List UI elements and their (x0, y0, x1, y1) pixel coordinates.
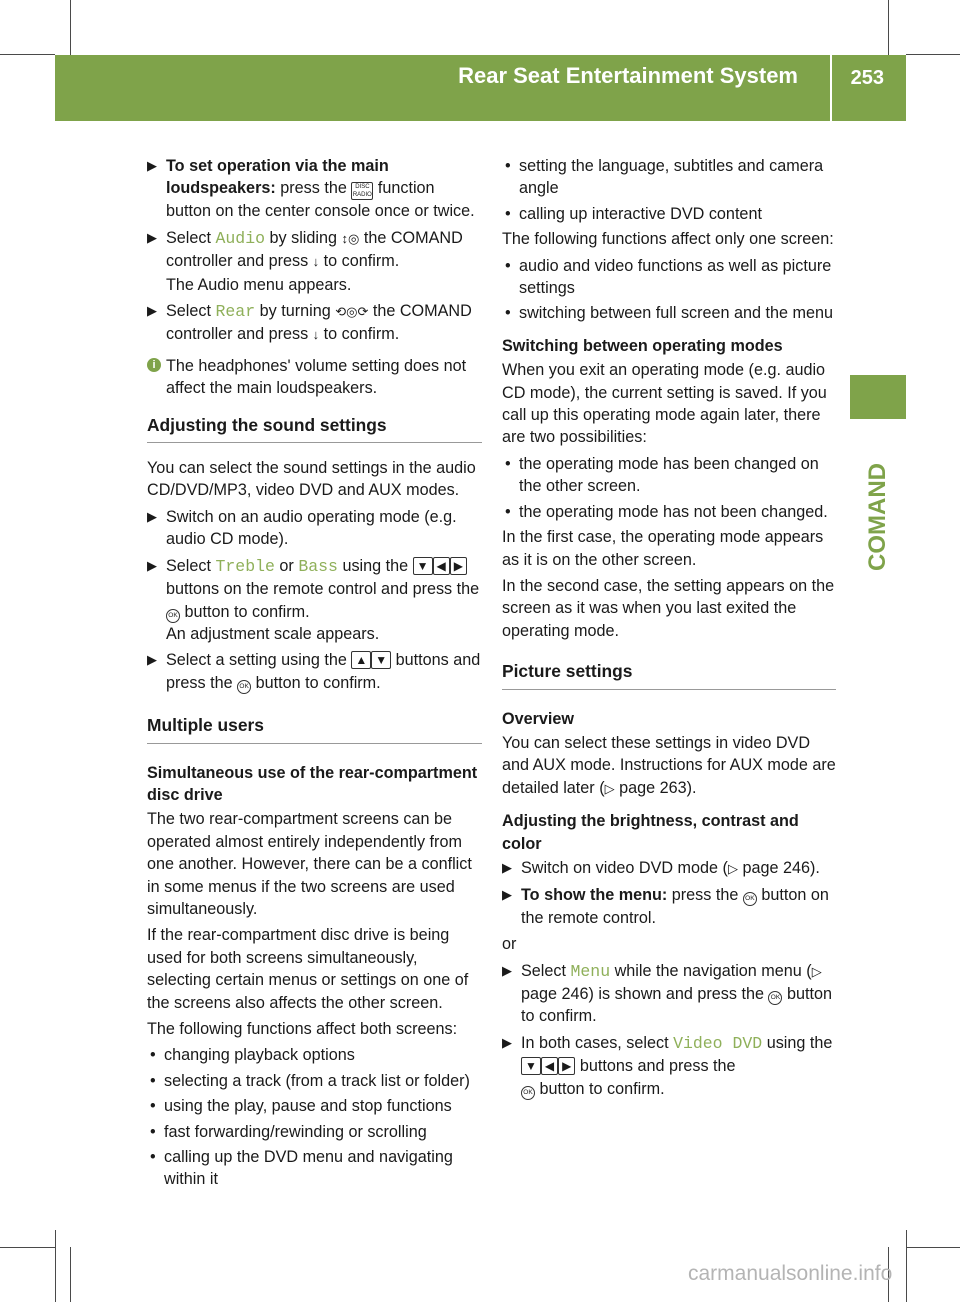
crop-mark (906, 1230, 907, 1302)
list-item: • selecting a track (from a track list or folder) (150, 1071, 470, 1090)
step-arrow-icon: ▶ (147, 652, 157, 668)
page-number: 253 (850, 67, 884, 89)
side-tab-label: COMAND (864, 463, 891, 571)
disc-radio-button-icon: DISC RADIO (352, 184, 372, 199)
down-button-icon: ▼ (413, 557, 433, 575)
page-reference-icon: ▷ (811, 963, 822, 979)
list-item: • fast forwarding/rewinding or scrolling (150, 1122, 427, 1141)
list-item: • switching between full screen and the menu (505, 304, 834, 323)
paragraph: In the second case, the setting appears on the screen as it was when you last exited the operating mode. (502, 576, 835, 640)
header-band (55, 55, 906, 121)
step-arrow-icon: ▶ (502, 962, 512, 978)
paragraph: When you exit an operating mode (e.g. audio CD mode), the current setting is saved. If you call up this operating mode again later, there are two possibilities: (502, 361, 827, 447)
list-item: • calling up the DVD menu and navigating within it (150, 1148, 453, 1189)
step-arrow-icon: ▶ (147, 229, 157, 245)
step-arrow-icon: ▶ (502, 859, 512, 875)
header-separator (830, 55, 832, 121)
page-reference-icon: ▷ (604, 780, 615, 796)
left-button-icon: ◀ (433, 557, 450, 575)
crop-mark (906, 1247, 960, 1248)
instruction-step: ▶ To set operation via the main loudspeakers: press the DISC RADIO function button on the center console once or twice. (147, 157, 475, 221)
ok-button-icon: OK (743, 892, 757, 906)
up-button-icon: ▲ (351, 651, 371, 669)
down-button-icon: ▼ (371, 651, 391, 669)
list-item: • changing playback options (150, 1046, 355, 1065)
step-arrow-icon: ▶ (502, 1034, 512, 1050)
menu-item-audio: Audio (215, 228, 266, 248)
crop-mark (0, 54, 55, 55)
heading-multiple-users: Multiple users (147, 714, 482, 743)
step-result: An adjustment scale appears. (166, 624, 380, 643)
left-column (147, 155, 482, 1194)
crop-mark (70, 0, 71, 55)
list-item: • setting the language, subtitles and camera angle (505, 157, 824, 198)
crop-mark (0, 1247, 55, 1248)
crop-mark (70, 1247, 71, 1302)
heading-brightness: Adjusting the brightness, contrast and color (502, 812, 799, 853)
step-result: The Audio menu appears. (166, 275, 352, 294)
instruction-step: ▶ Select Rear by turning ⟲◎⟳ the COMAND controller and press ↓ to confirm. (147, 302, 472, 344)
crop-mark (55, 1230, 56, 1302)
ok-button-icon: OK (237, 680, 251, 694)
paragraph: If the rear-compartment disc drive is being used for both screens simultaneously, selecting certain menus or settings on one of the screens also affects the other screen. (147, 926, 469, 1012)
heading-sound-settings: Adjusting the sound settings (147, 414, 482, 443)
instruction-step: ▶ Select Audio by sliding ↕◎ the COMAND controller and press ↓ to confirm. The Audio menu appears. (147, 228, 463, 294)
paragraph: You can select these settings in video DVD and AUX mode. Instructions for AUX mode are detailed later (▷ page 263). (502, 733, 836, 797)
paragraph: In the first case, the operating mode appears as it is on the other screen. (502, 528, 824, 569)
instruction-step: ▶ Switch on an audio operating mode (e.g. audio CD mode). (147, 507, 457, 549)
controller-press-icon: ↓ (312, 254, 320, 270)
instruction-step: ▶ Select Menu while the navigation menu (▷ page 246) is shown and press the OK button to confirm. (502, 961, 832, 1026)
heading-switching-modes: Switching between operating modes (502, 336, 783, 355)
right-column (502, 155, 836, 1104)
info-icon: i (147, 358, 161, 372)
ok-button-icon: OK (521, 1086, 535, 1100)
ok-button-icon: OK (768, 991, 782, 1005)
paragraph: The two rear-compartment screens can be operated almost entirely independently from one another. However, there can be a conflict in some menus if the two screens are used simultaneously. (147, 810, 472, 918)
list-item: • the operating mode has not been changed. (505, 502, 828, 521)
side-tab-marker (850, 375, 906, 419)
paragraph: The following functions affect both screens: (147, 1020, 458, 1038)
controller-turn-icon: ⟲◎⟳ (335, 304, 369, 320)
heading-picture-settings: Picture settings (502, 660, 836, 689)
right-button-icon: ▶ (450, 557, 467, 575)
list-item: • the operating mode has been changed on the other screen. (505, 454, 819, 496)
heading-simultaneous-use: Simultaneous use of the rear-compartment disc drive (147, 763, 478, 804)
page-reference-icon: ▷ (727, 860, 738, 876)
paragraph: The following functions affect only one screen: (502, 230, 834, 249)
instruction-step: ▶ Select Treble or Bass using the ▼ ◀ ▶ buttons on the remote control and press the OK button to confirm. An adjustment scale appears. (147, 556, 480, 643)
menu-item-treble: Treble (215, 556, 275, 576)
section-title: Rear Seat Entertainment System (458, 63, 798, 88)
step-arrow-icon: ▶ (147, 158, 157, 173)
crop-mark (888, 0, 889, 55)
controller-press-icon: ↓ (312, 327, 320, 343)
watermark: carmanualsonline.info (688, 1262, 893, 1285)
list-item: • using the play, pause and stop functions (150, 1097, 452, 1116)
instruction-step: ▶ In both cases, select Video DVD using the ▼ ◀ ▶ buttons and press the OK button to confirm. (502, 1033, 833, 1098)
down-button-icon: ▼ (521, 1057, 541, 1075)
controller-slide-icon: ↕◎ (341, 230, 360, 246)
instruction-step: ▶ Switch on video DVD mode (▷ page 246). (502, 857, 836, 880)
instruction-step: ▶ Select a setting using the ▲ ▼ buttons and press the OK button to confirm. (147, 651, 481, 692)
instruction-step: ▶ To show the menu: press the OK button on the remote control. (502, 886, 829, 927)
step-arrow-icon: ▶ (502, 887, 512, 903)
paragraph: or (502, 935, 517, 954)
list-item: • audio and video functions as well as picture settings (505, 256, 832, 298)
step-arrow-icon: ▶ (147, 303, 157, 319)
menu-item-bass: Bass (298, 556, 338, 576)
crop-mark (906, 54, 960, 55)
step-arrow-icon: ▶ (147, 557, 157, 573)
menu-item-video-dvd: Video DVD (673, 1033, 763, 1053)
right-button-icon: ▶ (558, 1057, 575, 1075)
heading-overview: Overview (502, 709, 574, 728)
step-arrow-icon: ▶ (147, 508, 157, 524)
ok-button-icon: OK (166, 609, 180, 623)
list-item: • calling up interactive DVD content (505, 204, 762, 223)
info-note: i The headphones' volume setting does not affect the main loudspeakers. (147, 355, 482, 400)
paragraph: You can select the sound settings in the audio CD/DVD/MP3, video DVD and AUX modes. (147, 459, 476, 500)
left-button-icon: ◀ (541, 1057, 558, 1075)
menu-item-menu: Menu (570, 961, 611, 981)
menu-item-rear: Rear (215, 302, 256, 322)
